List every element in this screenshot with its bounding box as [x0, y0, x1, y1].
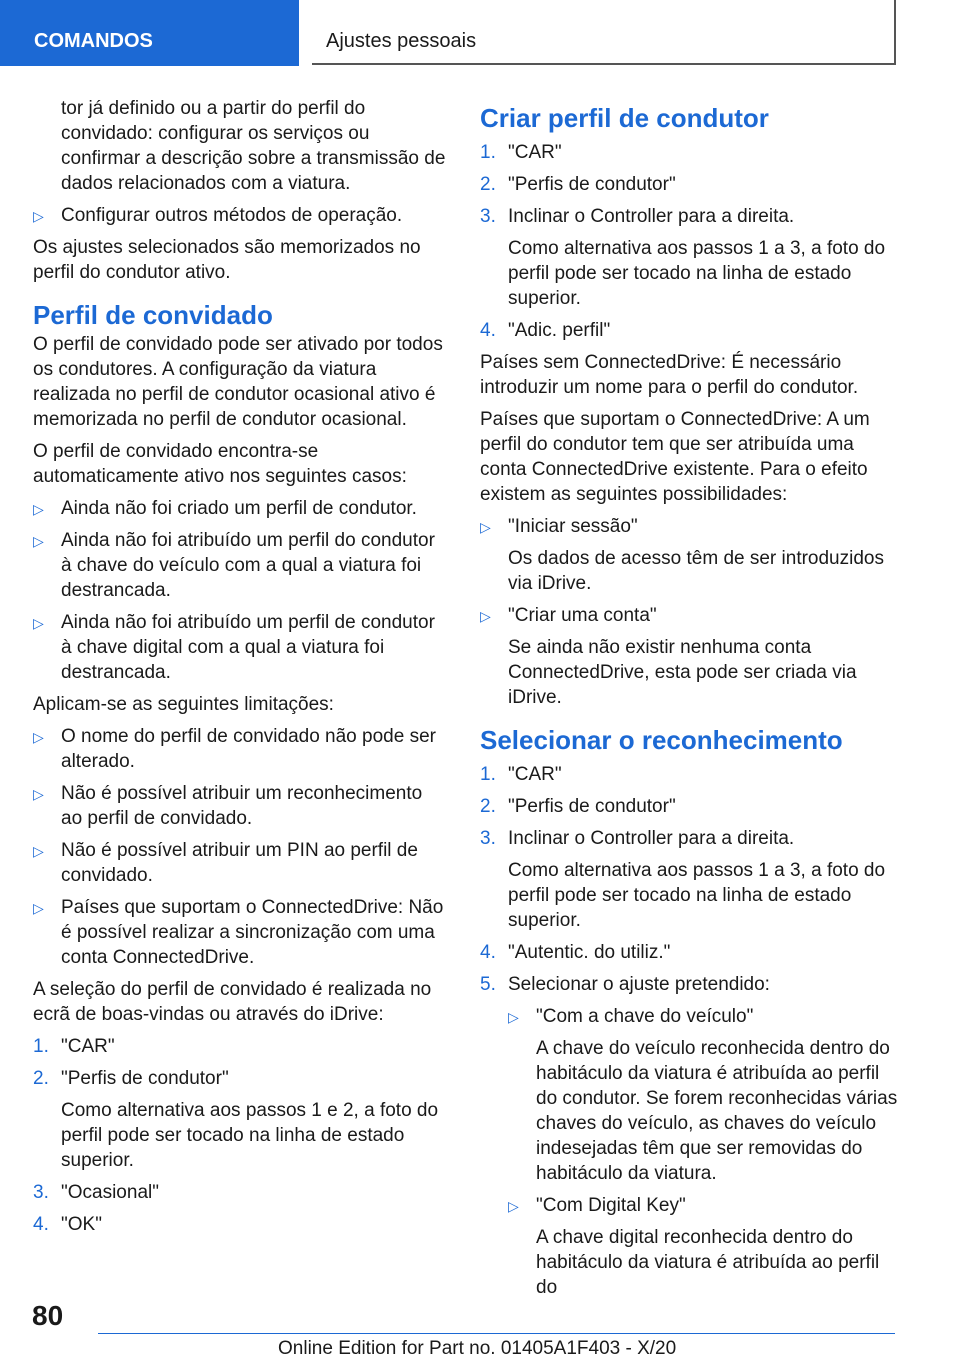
guest-cases-list — [33, 496, 447, 685]
step-number: 3. — [480, 828, 496, 849]
step-item: 4. "OK" — [33, 1214, 102, 1235]
step-note: Como alternativa aos passos 1 a 3, a foto do perfil pode ser tocado na linha de estado superior. — [508, 238, 886, 309]
limits-intro: Aplicam-se as seguintes limitações: — [33, 694, 334, 715]
guest-paragraph-1: O perfil de convidado pode ser ativado por todos os condutores. A configuração da viatura realizada no perfil de condutor ocasional ativo é memorizada no perfil de condutor ocasional. — [33, 334, 443, 430]
step-number: 2. — [480, 174, 496, 195]
step-item: 4. "Adic. perfil" — [480, 320, 611, 341]
step-number: 2. — [33, 1068, 49, 1089]
bullet-icon: ▷ — [33, 786, 44, 802]
option-note: A chave do veículo reconhecida dentro do habitáculo da viatura é atribuída ao perfil do condutor. Se forem reconhecidas várias chaves do veículo, as chaves do veículo indesejadas têm que ser removidas do habitáculo da viatura. — [536, 1038, 898, 1184]
bullet-icon: ▷ — [33, 843, 44, 859]
option-note: Os dados de acesso têm de ser introduzidos via iDrive. — [508, 548, 884, 594]
account-options-list — [480, 514, 900, 710]
list-item: ▷ "Iniciar sessão" Os dados de acesso têm de ser introduzidos via iDrive. — [480, 514, 900, 596]
list-item: ▷ Ainda não foi atribuído um perfil de condutor à chave digital com a qual a viatura foi destrancada. — [33, 612, 435, 683]
step-number: 4. — [480, 320, 496, 341]
guest-paragraph-2: O perfil de convidado encontra-se automaticamente ativo nos seguintes casos: — [33, 441, 407, 487]
limits-list — [33, 724, 447, 970]
guest-steps-list — [33, 1034, 447, 1237]
list-item: ▷ Não é possível atribuir um reconhecimento ao perfil de convidado. — [33, 783, 423, 829]
list-item: ▷ Ainda não foi criado um perfil de condutor. — [33, 496, 447, 521]
step-number: 3. — [33, 1182, 49, 1203]
edition-footer: Online Edition for Part no. 01405A1F403 - X/20 — [278, 1338, 677, 1359]
left-column — [33, 96, 447, 1244]
select-intro: A seleção do perfil de convidado é realizada no ecrã de boas-vindas ou através do iDrive: — [33, 979, 432, 1025]
footer-divider — [98, 1333, 895, 1334]
bullet-icon: ▷ — [480, 519, 491, 535]
right-column — [480, 96, 900, 1307]
step-number: 5. — [480, 974, 496, 995]
option-note: Se ainda não existir nenhuma conta ConnectedDrive, esta pode ser criada via iDrive. — [508, 637, 857, 708]
guest-heading: Perfil de convidado — [33, 300, 273, 330]
bullet-icon: ▷ — [33, 501, 44, 517]
step-number: 3. — [480, 206, 496, 227]
chapter-tab: COMANDOS — [0, 0, 299, 66]
bullet-icon: ▷ — [33, 729, 44, 745]
recognition-steps-list — [480, 762, 900, 1300]
option-note: A chave digital reconhecida dentro do habitáculo da viatura é atribuída ao perfil do — [536, 1227, 880, 1298]
step-item: 5. Selecionar o ajuste pretendido: ▷ "Com a chave do veículo" A chave do veículo reconhecida dentro do habitáculo da viatura é atribuída ao perfil do condutor. Se forem reconhecidas várias chaves do veículo, as chaves do veículo indesejadas têm que ser removidas do habitáculo da viatura. ▷ "Com Digital Key" A chave digital reconhecida dentro do habitáculo da viatura é atribuída ao perfil do — [480, 972, 900, 1300]
list-item: ▷ Ainda não foi atribuído um perfil do condutor à chave do veículo com a qual a viatura foi destrancada. — [33, 530, 435, 601]
bullet-icon: ▷ — [33, 900, 44, 916]
bullet-icon: ▷ — [33, 533, 44, 549]
page-number: 80 — [32, 1300, 64, 1331]
create-steps-list — [480, 140, 900, 343]
bullet-icon: ▷ — [33, 615, 44, 631]
step-note: Como alternativa aos passos 1 e 2, a foto do perfil pode ser tocado na linha de estado superior. — [61, 1100, 439, 1171]
step-item: 1. "CAR" — [480, 764, 562, 785]
create-heading: Criar perfil de condutor — [480, 103, 769, 133]
step-item: 1. "CAR" — [480, 142, 562, 163]
step-number: 1. — [480, 142, 496, 163]
step-item: 3. "Ocasional" — [33, 1182, 159, 1203]
step-note: Como alternativa aos passos 1 a 3, a foto do perfil pode ser tocado na linha de estado superior. — [508, 860, 886, 931]
bullet-icon: ▷ — [33, 208, 44, 224]
step-item: 3. Inclinar o Controller para a direita. Como alternativa aos passos 1 a 3, a foto do perfil pode ser tocado na linha de estado superior. — [480, 204, 900, 311]
step-number: 4. — [33, 1214, 49, 1235]
step-item: 2. "Perfis de condutor" Como alternativa aos passos 1 e 2, a foto do perfil pode ser tocado na linha de estado superior. — [33, 1066, 447, 1173]
step-number: 2. — [480, 796, 496, 817]
continued-text: tor já definido ou a partir do perfil do convidado: configurar os serviços ou confirmar a descrição sobre a transmissão de dados relacionados com a viatura. — [61, 98, 446, 194]
no-connecteddrive-paragraph: Países sem ConnectedDrive: É necessário introduzir um nome para o perfil do condutor. — [480, 352, 859, 398]
step-item: 3. Inclinar o Controller para a direita. Como alternativa aos passos 1 a 3, a foto do perfil pode ser tocado na linha de estado superior. — [480, 826, 900, 933]
step-item: 4. "Autentic. do utiliz." — [480, 942, 671, 963]
bullet-icon: ▷ — [508, 1009, 519, 1025]
saved-paragraph: Os ajustes selecionados são memorizados no perfil do condutor ativo. — [33, 237, 421, 283]
list-item: ▷ Configurar outros métodos de operação. — [33, 203, 447, 228]
step-number: 1. — [33, 1036, 49, 1057]
list-item: ▷ O nome do perfil de convidado não pode ser alterado. — [33, 726, 436, 772]
step-number: 4. — [480, 942, 496, 963]
list-item: ▷ "Criar uma conta" Se ainda não existir nenhuma conta ConnectedDrive, esta pode ser criada via iDrive. — [480, 603, 900, 710]
bullet-icon: ▷ — [480, 608, 491, 624]
recognition-options-list — [508, 1004, 900, 1300]
connecteddrive-paragraph: Países que suportam o ConnectedDrive: A um perfil do condutor tem que ser atribuída uma conta ConnectedDrive existente. Para o efeito existem as seguintes possibilidades: — [480, 409, 870, 505]
section-title: Ajustes pessoais — [312, 0, 896, 65]
list-item: ▷ "Com a chave do veículo" A chave do veículo reconhecida dentro do habitáculo da viatura é atribuída ao perfil do condutor. Se forem reconhecidas várias chaves do veículo, as chaves do veículo indesejadas têm que ser removidas do habitáculo da viatura. — [508, 1004, 900, 1186]
list-item: ▷ Não é possível atribuir um PIN ao perfil de convidado. — [33, 840, 418, 886]
list-item: ▷ Países que suportam o ConnectedDrive: Não é possível realizar a sincronização com uma conta ConnectedDrive. — [33, 897, 444, 968]
recognition-heading: Selecionar o reconhecimento — [480, 725, 843, 755]
step-item: 2. "Perfis de condutor" — [480, 174, 676, 195]
list-item: ▷ "Com Digital Key" A chave digital reconhecida dentro do habitáculo da viatura é atribuída ao perfil do — [508, 1193, 900, 1300]
bullet-list-top — [33, 203, 447, 228]
step-number: 1. — [480, 764, 496, 785]
step-item: 1. "CAR" — [33, 1036, 115, 1057]
step-item: 2. "Perfis de condutor" — [480, 796, 676, 817]
bullet-icon: ▷ — [508, 1198, 519, 1214]
